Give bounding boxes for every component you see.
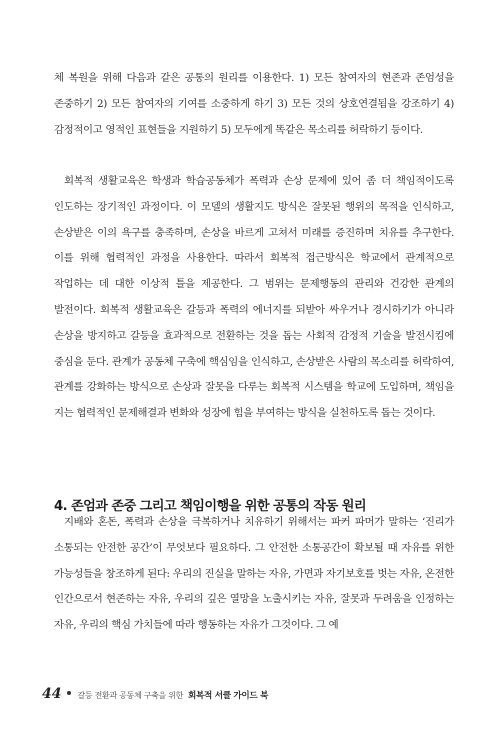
footer-series-name: 갈등 전환과 공동체 구축을 위한 [77, 691, 184, 700]
body-paragraph-2: 회복적 생활교육은 학생과 학습공동체가 폭력과 손상 문제에 있어 좀 더 책임적이도록 인도하는 장기적인 과정이다. 이 모델의 생활지도 방식은 잘못된 행위의 목적을 인식하고, 손상받은 이의 욕구를 충족하며, 손상을 바르게 고쳐서 미래를 증진하며 치유를 추구한다. 이를 위해 협력적인 과정을 사용한다. 따라서 회복적 접근방식은 학교에서 관계적으로 작업하는 데 대한 이상적 틀을 제공한다. 그 범위는 문제행동의 관리와 건강한 관계의 발전이다. 회복적 생활교육은 갈등과 폭력의 에너지를 되받아 싸우거나 경시하기가 아니라 손상을 방지하고 갈등을 효과적으로 전환하는 것을 돕는 사회적 감정적 기술을 발전시킴에 중심을 둔다. 관계가 공동체 구축에 핵심임을 인식하고, 손상받은 사람의 목소리를 허락하여, 관계를 강화하는 방식으로 손상과 잘못을 다루는 회복적 시스템을 학교에 도입하며, 책임을 지는 협력적인 문제해결과 변화와 성장에 힘을 부여하는 방식을 실천하도록 돕는 것이다. [54, 175, 454, 420]
page-footer [42, 686, 268, 706]
section-heading: 4. 존엄과 존중 그리고 책임이행을 위한 공통의 작동 원리 [54, 499, 366, 514]
body-paragraph-1: 체 복원을 위해 다음과 같은 공통의 원리를 이용한다. 1) 모든 참여자의 현존과 존엄성을 존중하기 2) 모든 참여자의 기여를 소중하게 하기 3) 모든 것의 상호연결됨을 강조하기 4) 감정적이고 영적인 표현들을 지원하기 5) 모두에게 똑같은 목소리를 허락하기 등이다. [54, 72, 454, 136]
body-paragraph-3: 지배와 혼돈, 폭력과 손상을 극복하거나 치유하기 위해서는 파커 파머가 말하는 ‘진리가 소통되는 안전한 공간’이 무엇보다 필요하다. 그 안전한 소통공간이 확보될 때 자유를 위한 가능성들을 창조하게 된다: 우리의 진실을 말하는 자유, 가면과 자기보호를 벗는 자유, 온전한 인간으로서 현존하는 자유, 우리의 깊은 열망을 노출시키는 자유, 잘못과 두려움을 인정하는 자유, 우리의 핵심 가치들에 따라 행동하는 자유가 그것이다. 그 예 [54, 516, 454, 632]
footer-book-title: 회복적 서클 가이드 북 [188, 691, 269, 701]
bullet-separator-icon [67, 691, 71, 695]
page-number: 44 [42, 686, 62, 702]
